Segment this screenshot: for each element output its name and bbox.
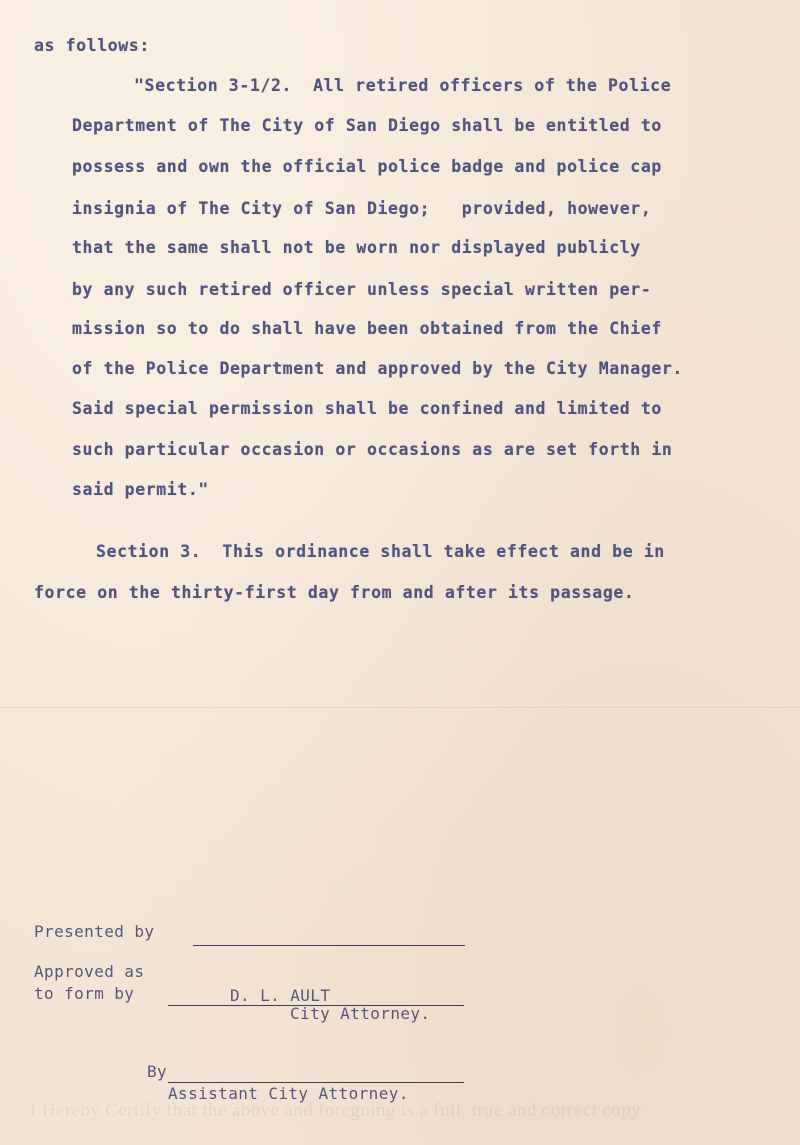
text-line: Department of The City of San Diego shall be entitled to bbox=[72, 116, 662, 135]
text-line-as-follows: as follows: bbox=[34, 36, 150, 55]
text-line: possess and own the official police badge and police cap bbox=[72, 157, 662, 176]
text-line: such particular occasion or occasions as are set forth in bbox=[72, 440, 673, 459]
by-label: By bbox=[147, 1062, 168, 1081]
attorney-name: D. L. AULT bbox=[230, 986, 331, 1005]
presented-by-label: Presented by bbox=[34, 922, 155, 941]
text-line: force on the thirty-first day from and after its passage. bbox=[34, 583, 635, 602]
paper-fold bbox=[0, 707, 800, 709]
assistant-signature-line bbox=[168, 1082, 464, 1083]
text-line-section-3: Section 3. This ordinance shall take effect and be in bbox=[96, 542, 665, 561]
city-attorney-title: City Attorney. bbox=[290, 1004, 431, 1023]
assistant-city-attorney-title: Assistant City Attorney. bbox=[168, 1084, 409, 1103]
text-line: by any such retired officer unless special written per- bbox=[72, 280, 652, 299]
text-line: said permit." bbox=[72, 480, 209, 499]
bleed-through-text: I Hereby Certify that the above and foregoing is a full, true and correct copy bbox=[30, 1100, 642, 1121]
text-line: Said special permission shall be confined and limited to bbox=[72, 399, 662, 418]
text-line: that the same shall not be worn nor displayed publicly bbox=[72, 238, 641, 257]
to-form-by-label: to form by bbox=[34, 984, 135, 1003]
text-line: insignia of The City of San Diego; provided, however, bbox=[72, 199, 652, 218]
presented-by-signature-line bbox=[193, 945, 465, 946]
text-line-section-3-1-2: "Section 3-1/2. All retired officers of the Police bbox=[134, 76, 672, 95]
approved-as-label: Approved as bbox=[34, 962, 145, 981]
text-line: mission so to do shall have been obtained from the Chief bbox=[72, 319, 662, 338]
text-line: of the Police Department and approved by the City Manager. bbox=[72, 359, 683, 378]
